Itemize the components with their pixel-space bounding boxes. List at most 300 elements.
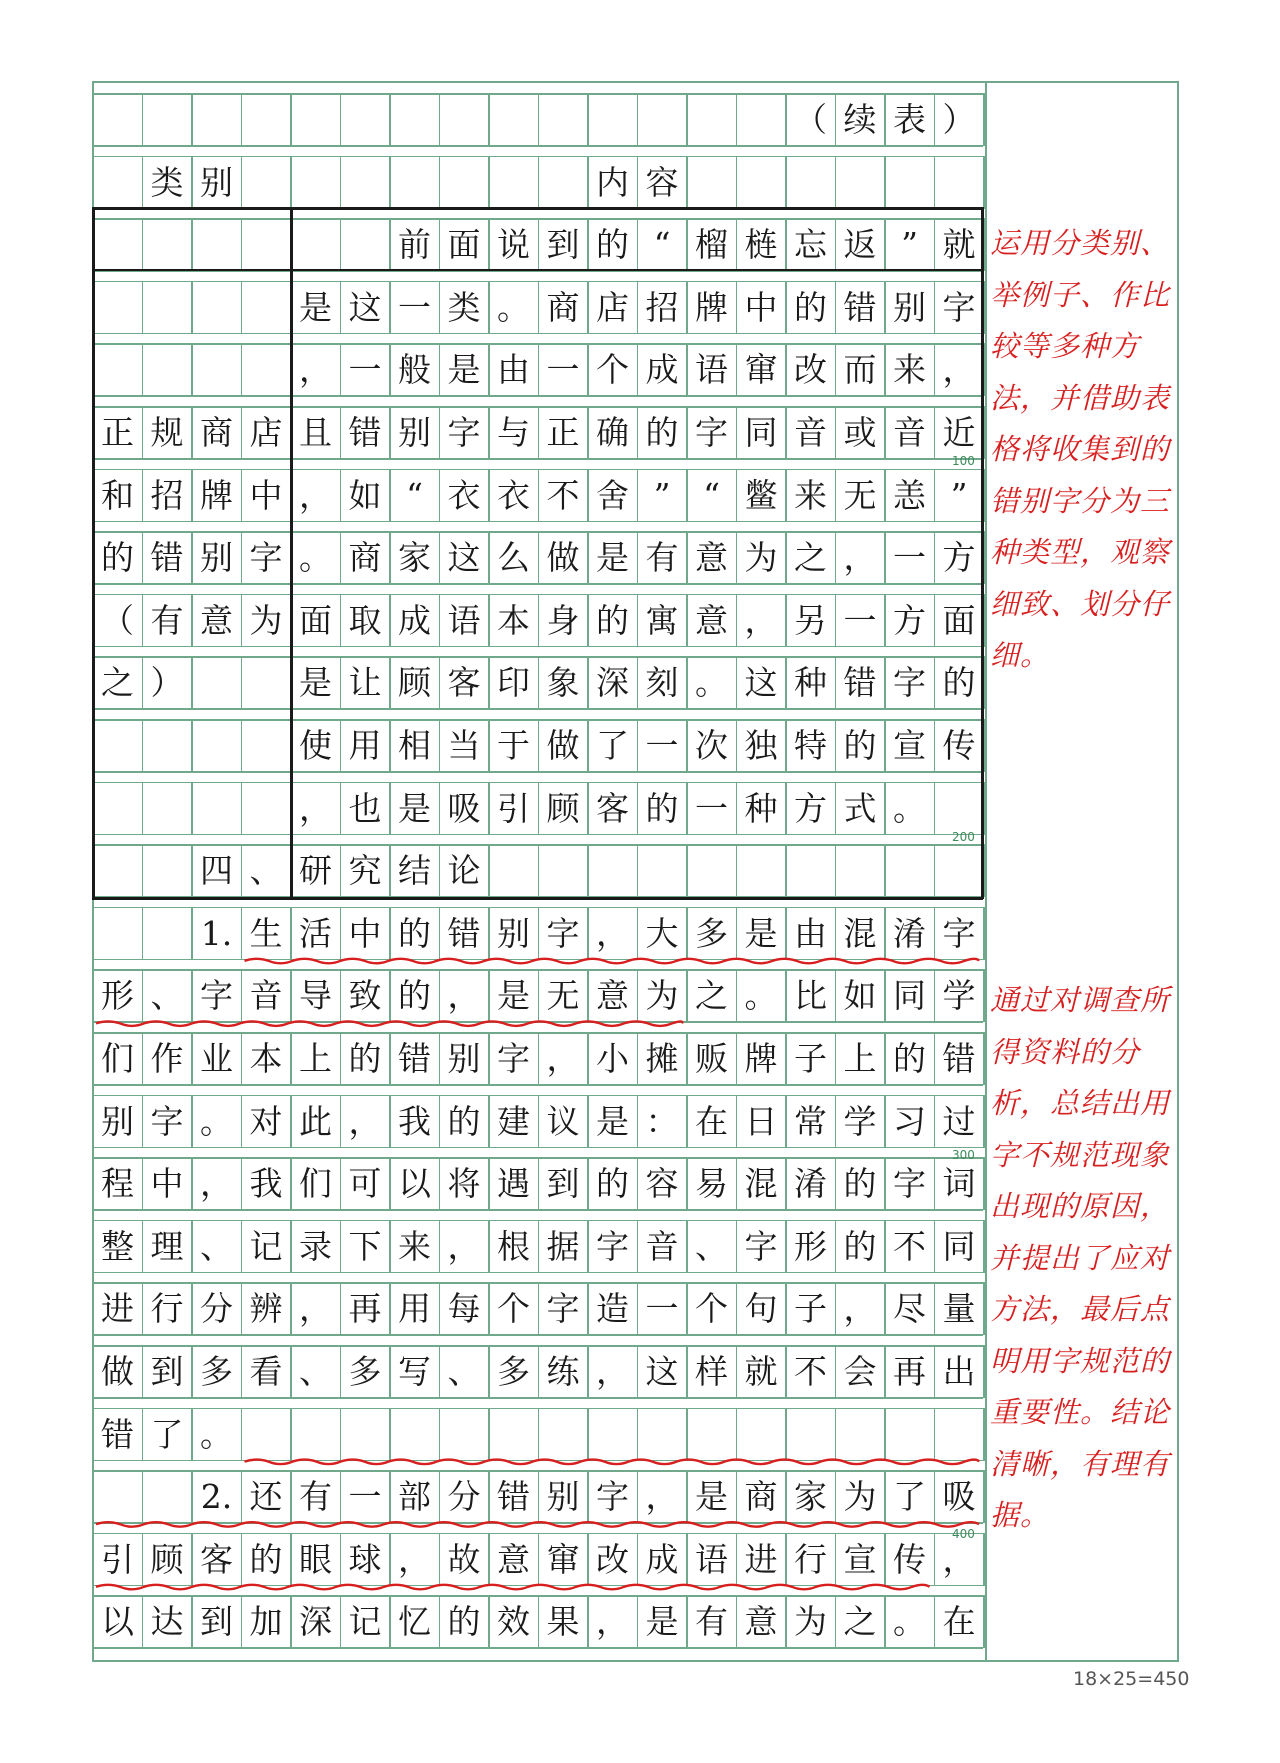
para1-char: 根 — [497, 1226, 530, 1266]
para1-char: 量 — [942, 1289, 976, 1329]
content-char: 的 — [645, 413, 679, 452]
category-char: 和 — [101, 475, 134, 515]
para1-char: 的 — [398, 976, 431, 1016]
para1-char: 学 — [843, 1101, 877, 1141]
para2-char: 分 — [447, 1477, 481, 1517]
content-char: “ — [406, 475, 423, 515]
para1-char: 就 — [744, 1352, 778, 1391]
para1-char: 字 — [546, 913, 580, 953]
para1-char: 句 — [744, 1289, 778, 1329]
content-char: 音 — [893, 413, 926, 452]
para1-char: 我 — [398, 1101, 431, 1141]
para1-char: 到 — [546, 1164, 580, 1204]
para1-char: 易 — [695, 1164, 728, 1204]
content-char: 来 — [794, 475, 827, 515]
para1-char: 的 — [843, 1226, 877, 1266]
header-category-char: 类 — [150, 162, 184, 202]
content-char: 另 — [794, 600, 827, 640]
para1-char: ， — [546, 1039, 580, 1078]
para1-char: 错 — [942, 1039, 976, 1078]
content-char: 同 — [744, 413, 778, 452]
content-char: 与 — [497, 413, 530, 452]
content-char: 衣 — [497, 475, 530, 515]
para1-char: 过 — [942, 1101, 976, 1141]
section-heading-char: 究 — [348, 851, 382, 891]
content-char: 近 — [942, 413, 976, 452]
para2-char: 果 — [546, 1602, 580, 1642]
content-char: 一 — [893, 538, 926, 578]
content-char: 面 — [942, 600, 976, 640]
para1-char: 程 — [101, 1164, 134, 1204]
para2-char: 以 — [101, 1602, 134, 1642]
para2-char: 家 — [794, 1477, 827, 1517]
content-char: 的 — [942, 663, 976, 703]
para1-char: 做 — [101, 1352, 134, 1391]
content-char: 窜 — [744, 350, 778, 390]
red-underline — [96, 1585, 930, 1590]
content-char: 的 — [596, 600, 629, 640]
para1-char: 摊 — [645, 1039, 679, 1078]
content-char: 于 — [497, 726, 530, 765]
para1-char: 同 — [893, 976, 926, 1016]
para1-char: ， — [447, 1226, 481, 1266]
para1-char: 遇 — [497, 1164, 530, 1204]
para1-char: ， — [348, 1101, 382, 1141]
para1-char: ， — [447, 976, 481, 1016]
para2-char: ， — [645, 1477, 679, 1517]
red-underline — [245, 959, 980, 964]
content-char: 的 — [596, 225, 629, 265]
para2-char: 顾 — [150, 1539, 184, 1579]
para1-char: 将 — [447, 1164, 481, 1204]
para1-char: 由 — [794, 913, 827, 953]
content-char: 客 — [596, 788, 629, 828]
para1-char: 子 — [794, 1039, 827, 1078]
word-count-400: 400 — [952, 1527, 975, 1541]
category-char: 规 — [150, 413, 184, 452]
para1-char: 小 — [596, 1039, 629, 1078]
content-char: 别 — [398, 413, 431, 452]
content-char: 语 — [695, 350, 728, 390]
para1-char: 的 — [447, 1101, 481, 1141]
content-char: 字 — [695, 413, 728, 452]
content-char: 次 — [695, 726, 728, 765]
para2-char: 深 — [299, 1602, 332, 1642]
para1-char: 不 — [893, 1226, 926, 1266]
para2-char: 2. — [200, 1477, 233, 1517]
para1-char: 以 — [398, 1164, 431, 1204]
para1-char: 看 — [249, 1352, 283, 1391]
para1-char: 对 — [249, 1101, 283, 1141]
category-char: （ — [101, 600, 134, 640]
para1-char: 行 — [150, 1289, 184, 1329]
para1-char: 字 — [893, 1164, 926, 1204]
annotation-note-2: 通过对调查所得资料的分析，总结出用字不规范现象出现的原因，并提出了应对方法，最后点明用字规范的重要性。结论清晰，有理有据。 — [990, 983, 1171, 1532]
section-heading-char: 四 — [200, 851, 233, 891]
content-char: 方 — [794, 788, 827, 828]
content-char: ” — [950, 475, 968, 515]
content-char: ， — [942, 350, 976, 390]
para1-char: 造 — [596, 1289, 629, 1329]
para1-char: ， — [596, 1352, 629, 1391]
red-underline — [245, 1460, 980, 1465]
para2-char: 成 — [645, 1539, 679, 1579]
content-char: 商 — [348, 538, 382, 578]
para1-char: 活 — [299, 913, 332, 953]
red-underline — [96, 1522, 979, 1527]
para2-char: ， — [942, 1539, 976, 1579]
section-heading-char: 、 — [249, 851, 283, 891]
content-char: 印 — [497, 663, 530, 703]
para2-char: 商 — [744, 1477, 778, 1517]
content-char: 招 — [645, 287, 679, 327]
content-char: 恙 — [893, 475, 926, 515]
para1-char: 、 — [299, 1352, 332, 1391]
para1-char: 字 — [200, 976, 233, 1016]
content-char: 身 — [546, 600, 580, 640]
para1-char: 到 — [150, 1352, 184, 1391]
word-count-200: 200 — [952, 830, 975, 844]
para1-char: 致 — [348, 976, 382, 1016]
para1-char: 辨 — [249, 1289, 283, 1329]
para1-char: 的 — [596, 1164, 629, 1204]
content-char: 象 — [546, 663, 580, 703]
para1-char: 上 — [299, 1039, 332, 1078]
category-char: 有 — [150, 600, 184, 640]
content-char: 衣 — [447, 475, 481, 515]
para2-char: 窜 — [546, 1539, 580, 1579]
para1-char: 中 — [348, 913, 382, 953]
content-char: 由 — [497, 350, 530, 390]
content-char: 顾 — [398, 663, 431, 703]
content-char: 意 — [695, 538, 728, 578]
content-char: 语 — [447, 600, 481, 640]
annotation-note-1: 运用分类别、举例子、作比较等多种方法，并借助表格将收集到的错别字分为三种类型，观察细致、划分仔细。 — [990, 226, 1171, 672]
word-count-300: 300 — [952, 1148, 975, 1162]
para1-char: 会 — [843, 1352, 877, 1391]
para1-char: 练 — [546, 1352, 580, 1391]
para2-char: 加 — [249, 1602, 283, 1642]
para1-char: 形 — [101, 976, 134, 1016]
content-char: 不 — [546, 475, 580, 515]
content-char: 就 — [942, 225, 976, 265]
para1-char: 1. — [200, 913, 233, 953]
para1-char: 常 — [794, 1101, 827, 1141]
content-char: 前 — [398, 225, 431, 265]
para2-char: 有 — [695, 1602, 728, 1642]
para1-char: 大 — [645, 913, 679, 953]
header-category-char: 别 — [200, 162, 233, 202]
para1-char: 不 — [794, 1352, 827, 1391]
para1-char: 混 — [744, 1164, 778, 1204]
para1-char: 尽 — [893, 1289, 926, 1329]
content-char: 舍 — [596, 475, 629, 515]
content-char: 。 — [497, 287, 530, 327]
para1-char: 子 — [794, 1289, 827, 1329]
content-char: 别 — [893, 287, 926, 327]
section-heading-char: 论 — [447, 851, 481, 891]
para1-char: 淆 — [893, 913, 926, 953]
para2-char: 改 — [596, 1539, 629, 1579]
para2-char: 吸 — [942, 1477, 976, 1517]
word-count-100: 100 — [952, 454, 975, 468]
content-char: 中 — [744, 287, 778, 327]
para1-char: 。 — [200, 1101, 233, 1141]
para1-char: 们 — [101, 1039, 134, 1078]
para2-char: 到 — [200, 1602, 233, 1642]
content-char: 的 — [645, 788, 679, 828]
content-char: 或 — [843, 413, 877, 452]
para1-char: ， — [200, 1164, 233, 1204]
content-char: 错 — [843, 287, 877, 327]
para1-char: 这 — [645, 1352, 679, 1391]
content-char: 刻 — [645, 663, 679, 703]
para2-char: 。 — [893, 1602, 926, 1642]
content-char: 做 — [546, 538, 580, 578]
para1-char: 字 — [497, 1039, 530, 1078]
para1-char: 个 — [497, 1289, 530, 1329]
para1-char: 别 — [447, 1039, 481, 1078]
para2-char: 为 — [843, 1477, 877, 1517]
content-char: 吸 — [447, 788, 481, 828]
para1-char: 牌 — [744, 1039, 778, 1078]
content-char: 意 — [695, 600, 728, 640]
para2-char: 了 — [893, 1477, 926, 1517]
para1-char: 了 — [150, 1414, 184, 1454]
header-content-char: 内 — [596, 162, 629, 202]
content-char: ， — [299, 475, 332, 515]
para1-char: 贩 — [695, 1039, 728, 1078]
content-char: ， — [744, 600, 778, 640]
para2-char: 引 — [101, 1539, 134, 1579]
content-char: 之 — [794, 538, 827, 578]
para2-char: 记 — [348, 1602, 382, 1642]
para1-char: 再 — [893, 1352, 926, 1391]
content-char: 为 — [744, 538, 778, 578]
para1-char: 此 — [299, 1101, 332, 1141]
content-char: 取 — [348, 600, 382, 640]
content-char: 一 — [843, 600, 877, 640]
category-char: 为 — [249, 600, 283, 640]
para1-char: 的 — [893, 1039, 926, 1078]
content-char: 了 — [596, 726, 629, 765]
para1-char: 日 — [744, 1101, 778, 1141]
continued-label-char: ） — [942, 100, 976, 139]
para2-char: 宣 — [843, 1539, 877, 1579]
para1-char: 作 — [150, 1039, 184, 1078]
para1-char: 本 — [249, 1039, 283, 1078]
content-char: 一 — [546, 350, 580, 390]
para1-char: 下 — [348, 1226, 382, 1266]
content-char: 本 — [497, 600, 530, 640]
content-char: 这 — [744, 663, 778, 703]
para1-char: 建 — [497, 1101, 530, 1141]
content-char: 家 — [398, 538, 431, 578]
content-char: 一 — [348, 350, 382, 390]
para1-char: ， — [299, 1289, 332, 1329]
content-char: 如 — [348, 475, 382, 515]
para1-char: 们 — [299, 1164, 332, 1204]
content-char: 客 — [447, 663, 481, 703]
para1-char: 音 — [645, 1226, 679, 1266]
content-char: 方 — [942, 538, 976, 578]
para1-char: 出 — [942, 1352, 976, 1391]
content-char: 字 — [447, 413, 481, 452]
content-char: 种 — [794, 663, 827, 703]
content-char: 引 — [497, 788, 530, 828]
para1-char: 整 — [101, 1226, 134, 1266]
category-char: 牌 — [200, 475, 233, 515]
content-char: 一 — [645, 726, 679, 765]
continued-label-char: （ — [794, 100, 827, 139]
content-char: 式 — [843, 788, 877, 828]
content-char: 正 — [546, 413, 580, 452]
content-char: 错 — [843, 663, 877, 703]
content-char: 做 — [546, 726, 580, 765]
category-char: 中 — [249, 475, 283, 515]
para1-char: 个 — [695, 1289, 728, 1329]
para1-char: 多 — [497, 1352, 530, 1391]
content-char: 是 — [398, 788, 431, 828]
para1-char: 、 — [150, 976, 184, 1016]
content-char: 梿 — [744, 225, 778, 265]
para1-char: 如 — [843, 976, 877, 1016]
content-char: 类 — [447, 287, 481, 327]
content-char: 忘 — [794, 225, 827, 265]
para1-char: 别 — [101, 1101, 134, 1141]
para2-char: ， — [596, 1602, 629, 1642]
category-char: 招 — [150, 475, 184, 515]
para2-char: 部 — [398, 1477, 431, 1517]
para1-char: 是 — [744, 913, 778, 953]
para1-char: 混 — [843, 913, 877, 953]
content-char: 店 — [596, 287, 629, 327]
content-char: 种 — [744, 788, 778, 828]
para2-char: 为 — [794, 1602, 827, 1642]
content-char: 个 — [596, 350, 629, 390]
content-char: 使 — [299, 726, 332, 765]
para1-char: 中 — [150, 1164, 184, 1204]
para1-char: 音 — [249, 976, 283, 1016]
para1-char: 样 — [695, 1352, 728, 1391]
para1-char: 议 — [546, 1101, 580, 1141]
para1-char: 、 — [447, 1352, 481, 1391]
para2-char: 的 — [447, 1602, 481, 1642]
content-char: 是 — [447, 350, 481, 390]
grid-spec-footer: 18×25=450 — [1073, 1668, 1190, 1690]
content-char: 面 — [447, 225, 481, 265]
para2-char: 是 — [695, 1477, 728, 1517]
content-char: “ — [653, 225, 671, 265]
continued-label-char: 续 — [843, 100, 877, 139]
para2-char: 意 — [497, 1539, 530, 1579]
para1-char: 学 — [942, 976, 976, 1016]
para2-char: 还 — [249, 1477, 283, 1517]
para1-char: 多 — [200, 1352, 233, 1391]
para2-char: 一 — [348, 1477, 382, 1517]
content-char: ” — [653, 475, 671, 515]
content-char: 是 — [596, 538, 629, 578]
para2-char: 行 — [794, 1539, 827, 1579]
para1-char: 错 — [398, 1039, 431, 1078]
para1-char: 记 — [249, 1226, 283, 1266]
content-char: 独 — [744, 726, 778, 765]
category-char: 店 — [249, 413, 283, 452]
para1-char: 、 — [200, 1226, 233, 1266]
content-char: ， — [299, 788, 332, 828]
para1-char: 来 — [398, 1226, 431, 1266]
para1-char: 据 — [546, 1226, 580, 1266]
content-char: 榴 — [695, 225, 728, 265]
category-char: 商 — [200, 413, 233, 452]
content-char: 这 — [348, 287, 382, 327]
para1-char: 在 — [695, 1101, 728, 1141]
section-heading-char: 结 — [398, 851, 431, 891]
para1-char: 、 — [695, 1226, 728, 1266]
category-char: 意 — [200, 600, 233, 640]
content-char: 字 — [893, 663, 926, 703]
para1-char: 理 — [150, 1226, 184, 1266]
para1-char: 字 — [942, 913, 976, 953]
para1-char: ， — [843, 1289, 877, 1329]
red-underline — [96, 1021, 682, 1026]
para2-char: 字 — [596, 1477, 629, 1517]
para2-char: 球 — [348, 1539, 382, 1579]
para1-char: 每 — [447, 1289, 481, 1329]
category-char: 正 — [101, 413, 134, 452]
para1-char: 多 — [348, 1352, 382, 1391]
para1-char: 淆 — [794, 1164, 827, 1204]
content-char: 么 — [497, 538, 530, 578]
content-char: 宣 — [893, 726, 926, 765]
content-char: 相 — [398, 726, 431, 765]
para2-char: 忆 — [398, 1602, 431, 1642]
para1-char: 多 — [695, 913, 728, 953]
para1-char: 为 — [645, 976, 679, 1016]
para1-char: 可 — [348, 1164, 382, 1204]
para1-char: 无 — [546, 976, 580, 1016]
para1-char: 习 — [893, 1101, 926, 1141]
para1-char: 意 — [596, 976, 629, 1016]
para1-char: 录 — [299, 1226, 332, 1266]
para2-char: 的 — [249, 1539, 283, 1579]
content-char: 。 — [893, 788, 926, 828]
content-char: 面 — [299, 600, 332, 640]
content-char: 特 — [794, 726, 827, 765]
content-char: 而 — [843, 350, 877, 390]
para2-char: 有 — [299, 1477, 332, 1517]
content-char: ” — [901, 225, 918, 265]
para2-char: 别 — [546, 1477, 580, 1517]
para2-char: 达 — [150, 1602, 184, 1642]
content-char: 返 — [843, 225, 877, 265]
para2-char: 在 — [942, 1602, 976, 1642]
para1-char: 字 — [596, 1226, 629, 1266]
para2-char: 进 — [744, 1539, 778, 1579]
content-char: 有 — [645, 538, 679, 578]
para1-char: 同 — [942, 1226, 976, 1266]
content-char: 且 — [299, 413, 332, 452]
content-char: 让 — [348, 663, 382, 703]
content-char: 错 — [348, 413, 382, 452]
para1-char: 的 — [843, 1164, 877, 1204]
para1-char: 生 — [249, 913, 283, 953]
para1-char: 业 — [200, 1039, 233, 1078]
content-char: 顾 — [546, 788, 580, 828]
para2-char: 客 — [200, 1539, 233, 1579]
para1-char: 用 — [398, 1289, 431, 1329]
content-char: “ — [703, 475, 720, 515]
